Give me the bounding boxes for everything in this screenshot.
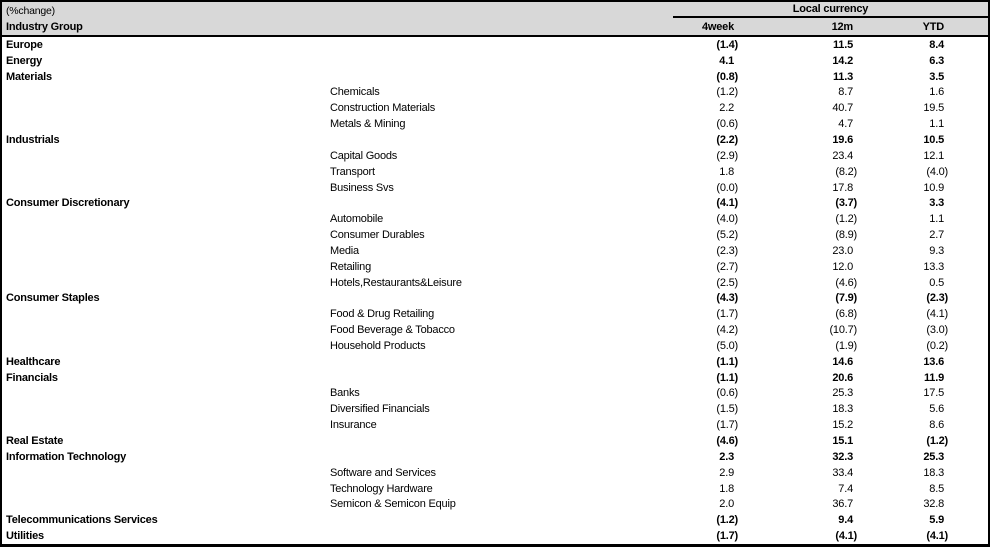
value-cell: 19.5 (923, 102, 944, 115)
value-cell: (0.6) (716, 118, 738, 131)
value-cell: 17.8 (832, 181, 853, 194)
value-cell: (5.0) (716, 339, 738, 352)
table-row (2, 132, 988, 148)
value-cell: 5.6 (929, 403, 944, 416)
table-row (2, 449, 988, 465)
value-cell: 8.4 (929, 38, 944, 51)
row-label: Food Beverage & Tobacco (330, 324, 455, 337)
row-label: Metals & Mining (330, 118, 406, 131)
row-label: Hotels,Restaurants&Leisure (330, 276, 462, 289)
value-cell: (1.1) (716, 355, 738, 368)
value-cell: 40.7 (832, 102, 853, 115)
value-cell: (1.7) (716, 530, 738, 543)
value-cell: (0.2) (926, 339, 948, 352)
local-currency-spanner-header: Local currency (673, 3, 988, 18)
value-cell: 14.2 (832, 54, 853, 67)
value-cell: 19.6 (832, 133, 853, 146)
header-row-top (2, 2, 988, 18)
value-cell: 2.3 (719, 450, 734, 463)
row-label: Energy (6, 54, 43, 67)
value-cell: 33.4 (832, 466, 853, 479)
value-cell: 12.0 (832, 260, 853, 273)
value-cell: 11.3 (832, 70, 853, 83)
value-cell: 23.0 (832, 244, 853, 257)
row-label: Construction Materials (330, 102, 436, 115)
table-row (2, 275, 988, 291)
value-cell: 11.5 (832, 38, 853, 51)
value-cell: (4.0) (716, 213, 738, 226)
value-cell: 2.0 (719, 498, 734, 511)
table-row (2, 401, 988, 417)
table-row (2, 386, 988, 402)
row-label: Real Estate (6, 435, 64, 448)
table-row (2, 354, 988, 370)
value-cell: (6.8) (835, 308, 857, 321)
table-row (2, 322, 988, 338)
value-cell: 0.5 (929, 276, 944, 289)
value-cell: (4.0) (926, 165, 948, 178)
row-label: Materials (6, 70, 52, 83)
table-body (2, 37, 988, 544)
value-cell: (5.2) (716, 229, 738, 242)
value-cell: (1.2) (716, 514, 738, 527)
value-cell: (1.9) (835, 339, 857, 352)
value-cell: (4.1) (835, 530, 857, 543)
value-cell: 2.2 (719, 102, 734, 115)
row-label: Transport (330, 165, 375, 178)
value-cell: (1.7) (716, 308, 738, 321)
table-row (2, 496, 988, 512)
value-cell: 20.6 (832, 371, 853, 384)
table-row (2, 433, 988, 449)
table-row (2, 227, 988, 243)
row-label: Europe (6, 38, 43, 51)
value-cell: (0.0) (716, 181, 738, 194)
table-row (2, 465, 988, 481)
table-row (2, 116, 988, 132)
value-cell: 4.7 (838, 118, 853, 131)
industry-group-header: Industry Group (6, 20, 83, 33)
table-row (2, 195, 988, 211)
row-label: Healthcare (6, 355, 61, 368)
value-cell: (1.1) (716, 371, 738, 384)
value-cell: (8.9) (835, 229, 857, 242)
value-cell: 8.5 (929, 482, 944, 495)
table-row (2, 100, 988, 116)
row-label: Chemicals (330, 86, 380, 99)
value-cell: 1.1 (929, 118, 944, 131)
row-label: Semicon & Semicon Equip (330, 498, 456, 511)
table-row (2, 211, 988, 227)
percent-change-label: (%change) (6, 5, 55, 17)
value-cell: 25.3 (832, 387, 853, 400)
value-cell: 2.7 (929, 229, 944, 242)
value-cell: (10.7) (829, 324, 857, 337)
value-cell: (2.3) (926, 292, 948, 305)
value-cell: 8.7 (838, 86, 853, 99)
table-row (2, 370, 988, 386)
column-header-ytd: YTD (922, 20, 944, 33)
value-cell: (4.6) (835, 276, 857, 289)
column-header-4week: 4week (701, 20, 734, 33)
table-row (2, 291, 988, 307)
value-cell: 18.3 (923, 466, 944, 479)
value-cell: (7.9) (835, 292, 857, 305)
table-row (2, 53, 988, 69)
row-label: Consumer Staples (6, 292, 100, 305)
table-header (2, 2, 988, 35)
value-cell: 2.9 (719, 466, 734, 479)
row-label: Capital Goods (330, 149, 398, 162)
row-label: Software and Services (330, 466, 436, 479)
value-cell: 12.1 (923, 149, 944, 162)
row-label: Information Technology (6, 450, 127, 463)
row-label: Insurance (330, 419, 377, 432)
table-row (2, 243, 988, 259)
row-label: Retailing (330, 260, 372, 273)
value-cell: (0.6) (716, 387, 738, 400)
row-label: Technology Hardware (330, 482, 433, 495)
value-cell: (1.5) (716, 403, 738, 416)
table-row (2, 69, 988, 85)
value-cell: 8.6 (929, 419, 944, 432)
value-cell: (2.9) (716, 149, 738, 162)
value-cell: 7.4 (838, 482, 853, 495)
value-cell: 18.3 (832, 403, 853, 416)
value-cell: 13.6 (923, 355, 944, 368)
table-row (2, 417, 988, 433)
value-cell: 11.9 (923, 371, 944, 384)
value-cell: 15.2 (832, 419, 853, 432)
value-cell: 10.9 (923, 181, 944, 194)
row-label: Media (330, 244, 359, 257)
value-cell: (1.4) (716, 38, 738, 51)
value-cell: (4.1) (926, 308, 948, 321)
value-cell: (1.2) (835, 213, 857, 226)
row-label: Consumer Durables (330, 229, 425, 242)
row-label: Consumer Discretionary (6, 197, 130, 210)
value-cell: 9.4 (838, 514, 853, 527)
row-label: Diversified Financials (330, 403, 430, 416)
table-row (2, 338, 988, 354)
value-cell: 17.5 (923, 387, 944, 400)
value-cell: 15.1 (832, 435, 853, 448)
row-label: Banks (330, 387, 360, 400)
value-cell: (4.6) (716, 435, 738, 448)
row-label: Household Products (330, 339, 426, 352)
table-row (2, 37, 988, 53)
table-row (2, 481, 988, 497)
row-label: Automobile (330, 213, 384, 226)
value-cell: (3.7) (835, 197, 857, 210)
value-cell: (4.2) (716, 324, 738, 337)
table-row (2, 306, 988, 322)
table-row (2, 164, 988, 180)
value-cell: (3.0) (926, 324, 948, 337)
column-header-12m: 12m (831, 20, 853, 33)
value-cell: 1.8 (719, 482, 734, 495)
table-row (2, 259, 988, 275)
table-row (2, 85, 988, 101)
table-row (2, 180, 988, 196)
value-cell: 32.3 (832, 450, 853, 463)
header-row-columns (2, 18, 988, 35)
table-row (2, 512, 988, 528)
value-cell: 1.1 (929, 213, 944, 226)
row-label: Food & Drug Retailing (330, 308, 435, 321)
value-cell: 32.8 (923, 498, 944, 511)
table-row (2, 528, 988, 544)
value-cell: (4.1) (926, 530, 948, 543)
value-cell: 36.7 (832, 498, 853, 511)
value-cell: 1.8 (719, 165, 734, 178)
row-label: Telecommunications Services (6, 514, 158, 527)
value-cell: (1.2) (716, 86, 738, 99)
value-cell: (1.7) (716, 419, 738, 432)
row-label: Utilities (6, 530, 44, 543)
value-cell: (1.2) (926, 435, 948, 448)
value-cell: 10.5 (923, 133, 944, 146)
row-label: Business Svs (330, 181, 394, 194)
table-row (2, 148, 988, 164)
value-cell: (2.5) (716, 276, 738, 289)
row-label: Financials (6, 371, 58, 384)
value-cell: 4.1 (719, 54, 734, 67)
value-cell: 1.6 (929, 86, 944, 99)
value-cell: 9.3 (929, 244, 944, 257)
value-cell: (4.3) (716, 292, 738, 305)
value-cell: (2.7) (716, 260, 738, 273)
value-cell: 23.4 (832, 149, 853, 162)
value-cell: 13.3 (923, 260, 944, 273)
value-cell: 3.5 (929, 70, 944, 83)
value-cell: 3.3 (929, 197, 944, 210)
row-label: Industrials (6, 133, 60, 146)
value-cell: (8.2) (835, 165, 857, 178)
value-cell: 25.3 (923, 450, 944, 463)
value-cell: (0.8) (716, 70, 738, 83)
value-cell: (2.3) (716, 244, 738, 257)
value-cell: 5.9 (929, 514, 944, 527)
value-cell: (4.1) (716, 197, 738, 210)
value-cell: (2.2) (716, 133, 738, 146)
value-cell: 14.6 (832, 355, 853, 368)
value-cell: 6.3 (929, 54, 944, 67)
